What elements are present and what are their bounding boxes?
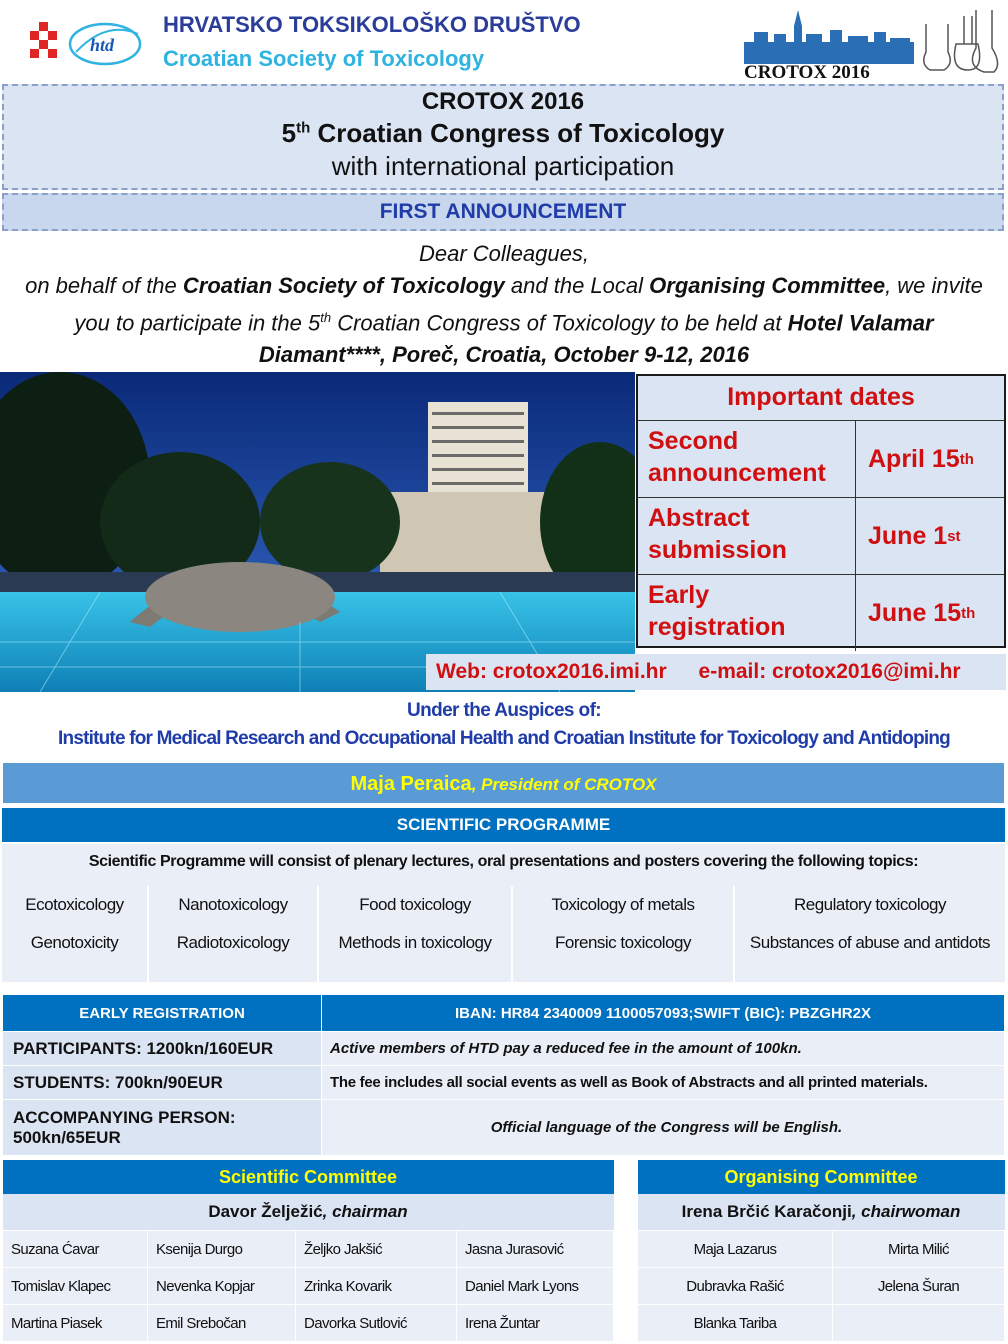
- committee-member: Zrinka Kovarik: [296, 1268, 457, 1305]
- important-dates-title: Important dates: [638, 376, 1004, 421]
- registration-table: [2, 994, 1005, 1156]
- date-value: June 15 th: [868, 598, 976, 627]
- congress-full-title: 5th Croatian Congress of Toxicology: [281, 118, 725, 148]
- scientific-programme-heading: SCIENTIFIC PROGRAMME: [2, 808, 1005, 842]
- topic-cell: Substances of abuse and antidots: [749, 933, 991, 952]
- date-label: Abstract submission: [638, 498, 856, 574]
- email-link[interactable]: e-mail: crotox2016@imi.hr: [698, 660, 961, 683]
- committee-member: [833, 1305, 1005, 1342]
- fee-label: ACCOMPANYING PERSON: 500kn/65EUR: [3, 1100, 322, 1156]
- committee-member: Suzana Ćavar: [3, 1231, 148, 1268]
- organising-committee-chair: Irena Brčić Karačonji, chairwoman: [638, 1194, 1005, 1231]
- committee-member: Jasna Jurasović: [457, 1231, 614, 1268]
- scientific-committee-chair: Davor Želježić, chairman: [3, 1194, 614, 1231]
- greeting: Dear Colleagues,: [419, 241, 589, 266]
- committee-member: Blanka Tariba: [638, 1305, 833, 1342]
- president-banner: [2, 762, 1005, 804]
- topic-cell: Toxicology of metals: [512, 886, 734, 924]
- date-label: Second announcement: [638, 421, 856, 497]
- congress-title-box: [2, 84, 1004, 190]
- invitation-text: Dear Colleagues, on behalf of the Croatian Society of Toxicology and the Local Organising Committee, we invite you to participate in the 5th Croatian Congress of Toxicology to be held at Hotel Valamar Diamant****, Poreč, Croatia, October 9-12, 2016: [10, 238, 998, 371]
- auspices-institutions: Institute for Medical Research and Occupational Health and Croatian Institute for Toxicology and Antidoping: [58, 728, 950, 749]
- committee-member: Irena Žuntar: [457, 1305, 614, 1342]
- first-announcement-banner: FIRST ANNOUNCEMENT: [2, 193, 1004, 231]
- president-role: , President of CROTOX: [471, 775, 657, 794]
- society-name-croatian: HRVATSKO TOKSIKOLOŠKO DRUŠTVO: [163, 12, 581, 37]
- date-row: [638, 498, 1004, 575]
- committee-member: Emil Srebočan: [148, 1305, 296, 1342]
- crotox-logo-text: CROTOX 2016: [744, 62, 870, 82]
- topic-cell: Radiotoxicology: [148, 924, 318, 962]
- scientific-committee-heading: Scientific Committee: [3, 1160, 614, 1194]
- date-row: [638, 575, 1004, 651]
- important-dates-table: [636, 374, 1006, 648]
- date-value: June 1 st: [868, 521, 961, 550]
- hotel-pool-photo: [0, 372, 635, 692]
- htd-logo-icon: [66, 18, 144, 68]
- bank-details: IBAN: HR84 2340009 1100057093;SWIFT (BIC): PBZGHR2X: [322, 995, 1005, 1032]
- committee-member: Jelena Šuran: [833, 1268, 1005, 1305]
- president-name: Maja Peraica: [350, 773, 472, 795]
- date-value: April 15 th: [868, 444, 974, 473]
- topic-cell: Nanotoxicology: [148, 886, 318, 924]
- committee-member: Tomislav Klapec: [3, 1268, 148, 1305]
- committee-member: Martina Piasek: [3, 1305, 148, 1342]
- programme-description: Scientific Programme will consist of plenary lectures, oral presentations and posters covering the following topics:: [2, 844, 1005, 886]
- fee-label: STUDENTS: 700kn/90EUR: [3, 1066, 322, 1100]
- committee-member: Mirta Milić: [833, 1231, 1005, 1268]
- committee-member: Dubravka Rašić: [638, 1268, 833, 1305]
- society-name-english: Croatian Society of Toxicology: [163, 46, 485, 71]
- congress-subtitle: with international participation: [331, 151, 675, 181]
- committee-member: Željko Jakšić: [296, 1231, 457, 1268]
- committee-member: Maja Lazarus: [638, 1231, 833, 1268]
- htd-logo-text: htd: [90, 35, 115, 55]
- topic-cell: Ecotoxicology: [2, 886, 148, 924]
- htd-cross-logo-icon: [30, 22, 66, 58]
- organising-committee-heading: Organising Committee: [638, 1160, 1005, 1194]
- fee-label: PARTICIPANTS: 1200kn/160EUR: [3, 1032, 322, 1066]
- topic-cell: Regulatory toxicology: [793, 895, 947, 914]
- topic-cell: Methods in toxicology: [318, 924, 512, 962]
- committee-member: Davorka Sutlović: [296, 1305, 457, 1342]
- date-row: [638, 421, 1004, 498]
- date-label: Early registration: [638, 575, 856, 651]
- fee-note: Official language of the Congress will be English.: [322, 1100, 1005, 1156]
- committee-member: Daniel Mark Lyons: [457, 1268, 614, 1305]
- organising-committee: [637, 1160, 1005, 1342]
- registration-heading: EARLY REGISTRATION: [3, 995, 322, 1032]
- web-link[interactable]: Web: crotox2016.imi.hr: [436, 660, 667, 683]
- committee-member: Ksenija Durgo: [148, 1231, 296, 1268]
- contact-bar: [426, 654, 1006, 690]
- topic-cell: Genotoxicity: [2, 924, 148, 962]
- topic-cell: Food toxicology: [318, 886, 512, 924]
- topics-table: [2, 886, 1005, 982]
- fee-note: Active members of HTD pay a reduced fee in the amount of 100kn.: [322, 1032, 1005, 1066]
- scientific-committee: [2, 1160, 614, 1342]
- crotox-2016-logo-icon: [740, 4, 1002, 82]
- committee-member: Nevenka Kopjar: [148, 1268, 296, 1305]
- auspices-heading: Under the Auspices of:: [406, 700, 602, 721]
- fee-note: The fee includes all social events as well as Book of Abstracts and all printed materials.: [322, 1066, 1005, 1100]
- congress-short-title: CROTOX 2016: [421, 88, 585, 115]
- topic-cell: Forensic toxicology: [512, 924, 734, 962]
